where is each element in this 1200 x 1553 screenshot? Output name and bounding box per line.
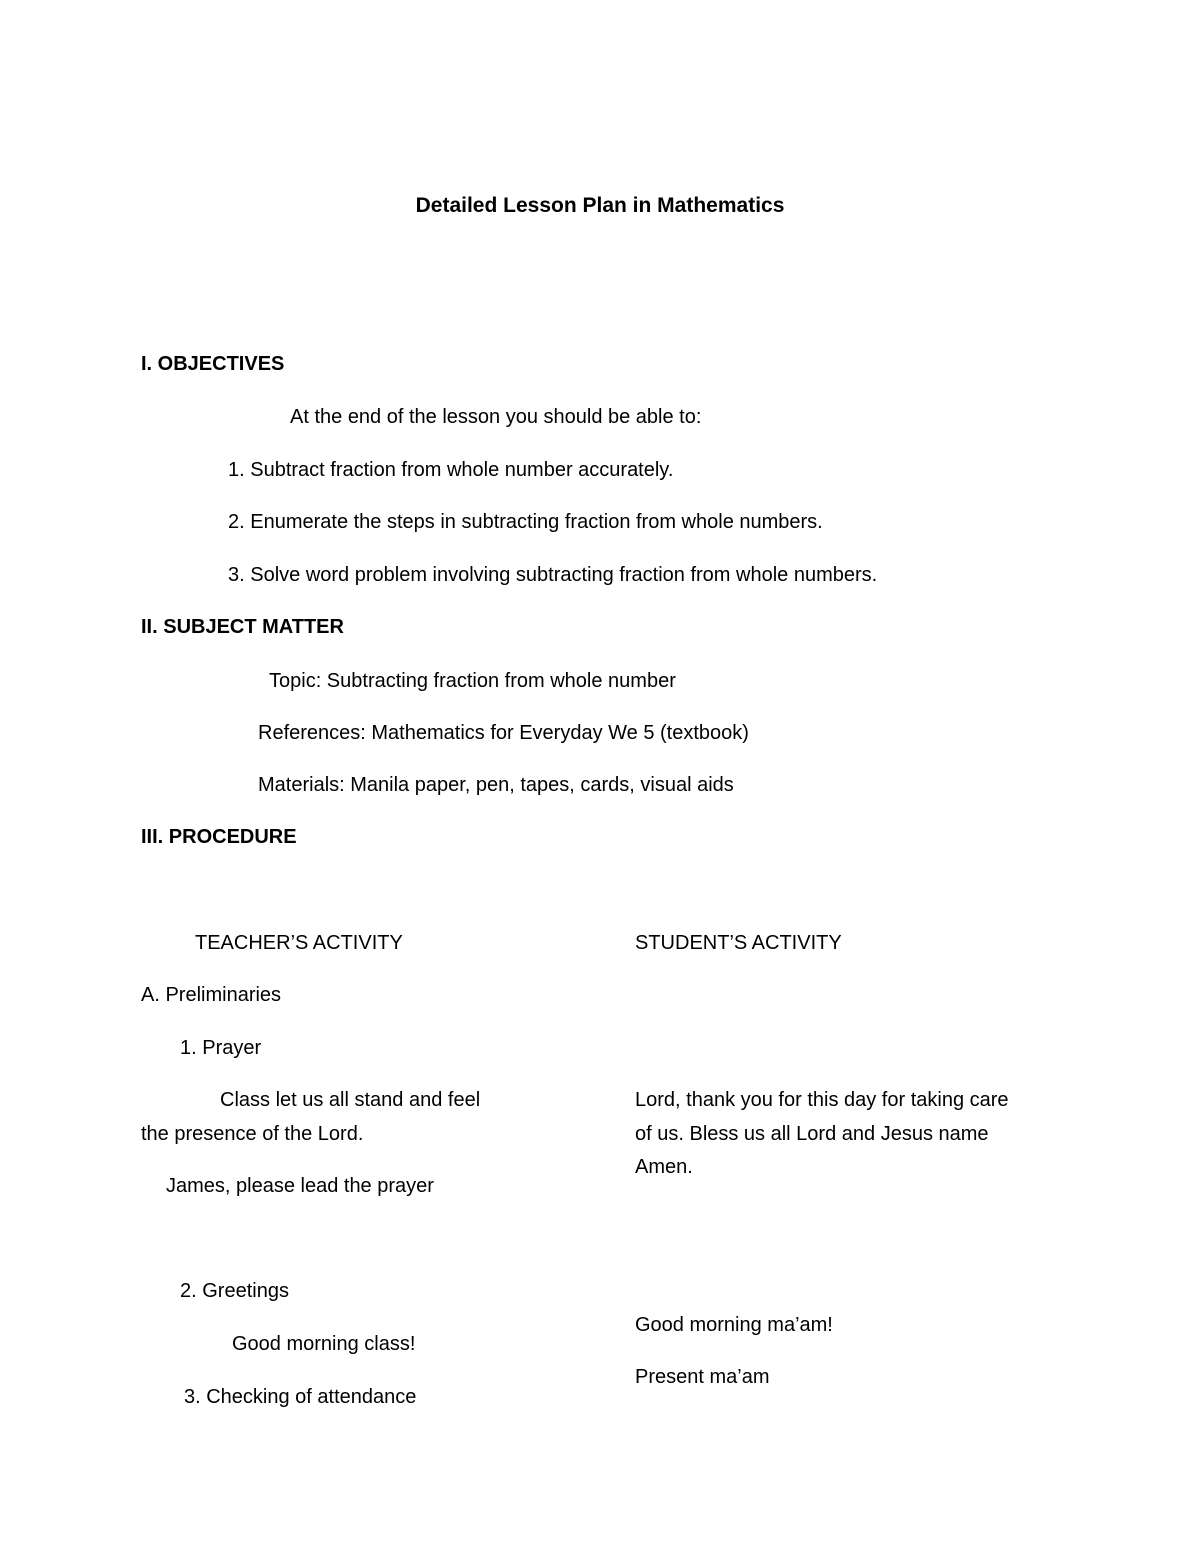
greetings-student: Good morning ma’am! bbox=[635, 1314, 833, 1336]
objective-item-3: 3. Solve word problem involving subtracting fraction from whole numbers. bbox=[228, 564, 878, 586]
subject-matter-heading: II. SUBJECT MATTER bbox=[141, 616, 344, 638]
topic-line: Topic: Subtracting fraction from whole number bbox=[269, 670, 676, 692]
teacher-activity-header: TEACHER’S ACTIVITY bbox=[195, 932, 403, 954]
materials-line: Materials: Manila paper, pen, tapes, cards, visual aids bbox=[258, 774, 734, 796]
greetings-label: 2. Greetings bbox=[180, 1280, 289, 1302]
attendance-label: 3. Checking of attendance bbox=[184, 1386, 417, 1408]
objectives-intro: At the end of the lesson you should be able to: bbox=[290, 406, 702, 428]
prayer-student-line-1: Lord, thank you for this day for taking care bbox=[635, 1089, 1009, 1111]
objective-item-1: 1. Subtract fraction from whole number accurately. bbox=[228, 459, 674, 481]
document-title: Detailed Lesson Plan in Mathematics bbox=[415, 194, 785, 217]
student-activity-header: STUDENT’S ACTIVITY bbox=[635, 932, 842, 954]
attendance-student: Present ma’am bbox=[635, 1366, 770, 1388]
prayer-teacher-line-1: Class let us all stand and feel bbox=[220, 1089, 481, 1111]
prayer-teacher-line-2: the presence of the Lord. bbox=[141, 1123, 364, 1145]
objective-item-2: 2. Enumerate the steps in subtracting fraction from whole numbers. bbox=[228, 511, 823, 533]
greetings-teacher: Good morning class! bbox=[232, 1333, 416, 1355]
procedure-heading: III. PROCEDURE bbox=[141, 826, 297, 848]
prayer-teacher-line-3: James, please lead the prayer bbox=[166, 1175, 434, 1197]
prayer-student-line-3: Amen. bbox=[635, 1156, 693, 1178]
prayer-label: 1. Prayer bbox=[180, 1037, 262, 1059]
references-line: References: Mathematics for Everyday We 5 (textbook) bbox=[258, 722, 749, 744]
preliminaries-heading: A. Preliminaries bbox=[141, 984, 282, 1006]
prayer-student-line-2: of us. Bless us all Lord and Jesus name bbox=[635, 1123, 989, 1145]
objectives-heading: I. OBJECTIVES bbox=[141, 353, 285, 375]
